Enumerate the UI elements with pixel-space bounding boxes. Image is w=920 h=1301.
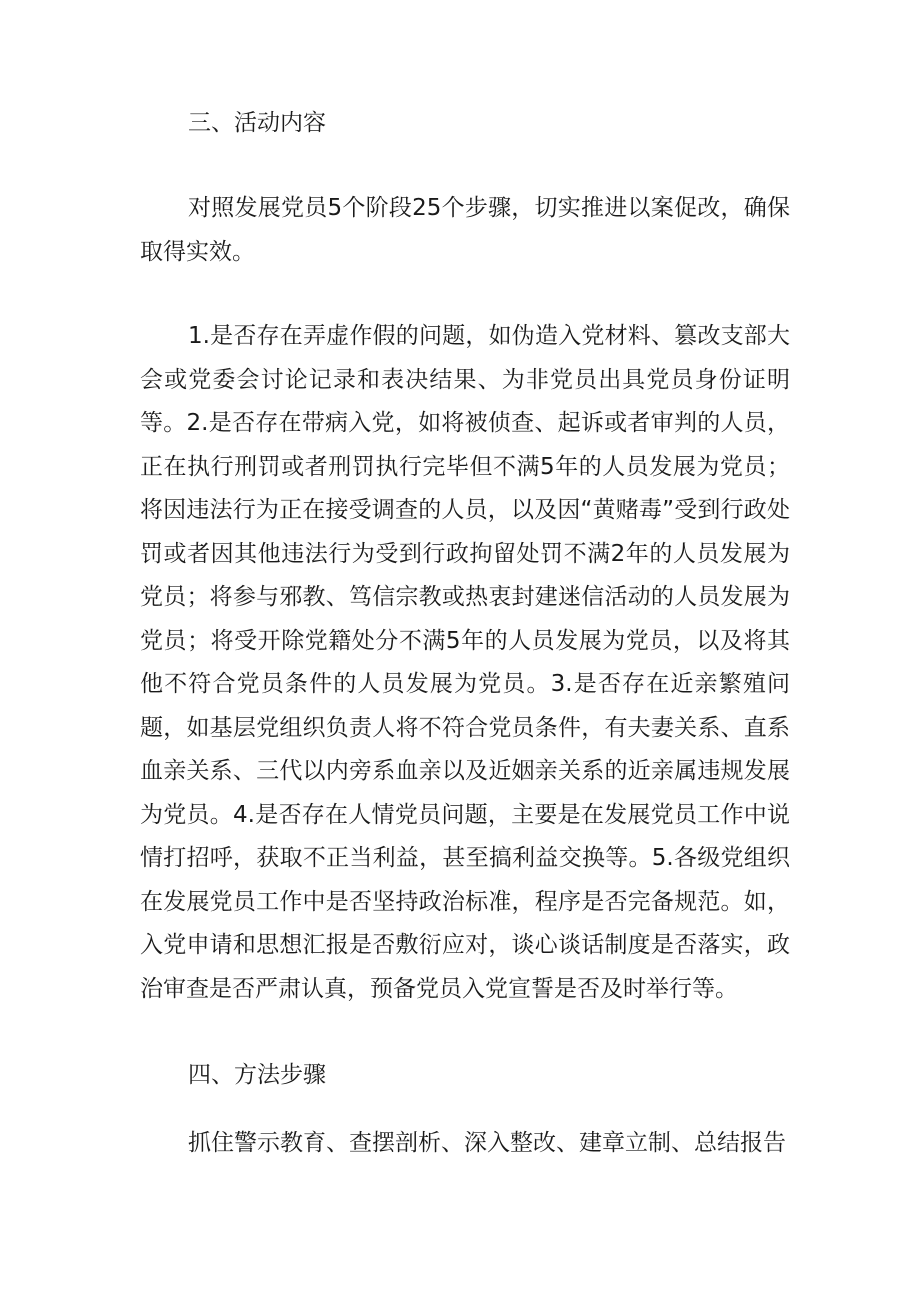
section-heading-method-steps: 四、方法步骤 [188, 1062, 326, 1088]
methods-paragraph: 抓住警示教育、查摆剖析、深入整改、建章立制、总结报告 [188, 1130, 786, 1156]
content-paragraph: 1.是否存在弄虚作假的问题，如伪造入党材料、篡改支部大会或党委会讨论记录和表决结果、为非党员出具党员身份证明等。2.是否存在带病入党，如将被侦查、起诉或者审判的人员，正在执行刑罚或者刑罚执行完毕但不满5年的人员发展为党员；将因违法行为正在接受调查的人员，以及因“黄赌毒”受到行政处罚或者因其他违法行为受到行政拘留处罚不满2年的人员发展为党员；将参与邪教、笃信宗教或热衷封建迷信活动的人员发展为党员；将受开除党籍处分不满5年的人员发展为党员，以及将其他不符合党员条件的人员发展为党员。3.是否存在近亲繁殖问题，如基层党组织负责人将不符合党员条件，有夫妻关系、直系血亲关系、三代以内旁系血亲以及近姻亲关系的近亲属违规发展为党员。4.是否存在人情党员问题，主要是在发展党员工作中说情打招呼，获取不正当利益，甚至搞利益交换等。5.各级党组织在发展党员工作中是否坚持政治标准，程序是否完备规范。如，入党申请和思想汇报是否敷衍应对，谈心谈话制度是否落实，政治审查是否严肃认真，预备党员入党宣誓是否及时举行等。 [140, 323, 790, 1002]
section-heading-activity-content: 三、活动内容 [188, 110, 326, 136]
intro-paragraph: 对照发展党员5个阶段25个步骤，切实推进以案促改，确保取得实效。 [140, 195, 790, 265]
